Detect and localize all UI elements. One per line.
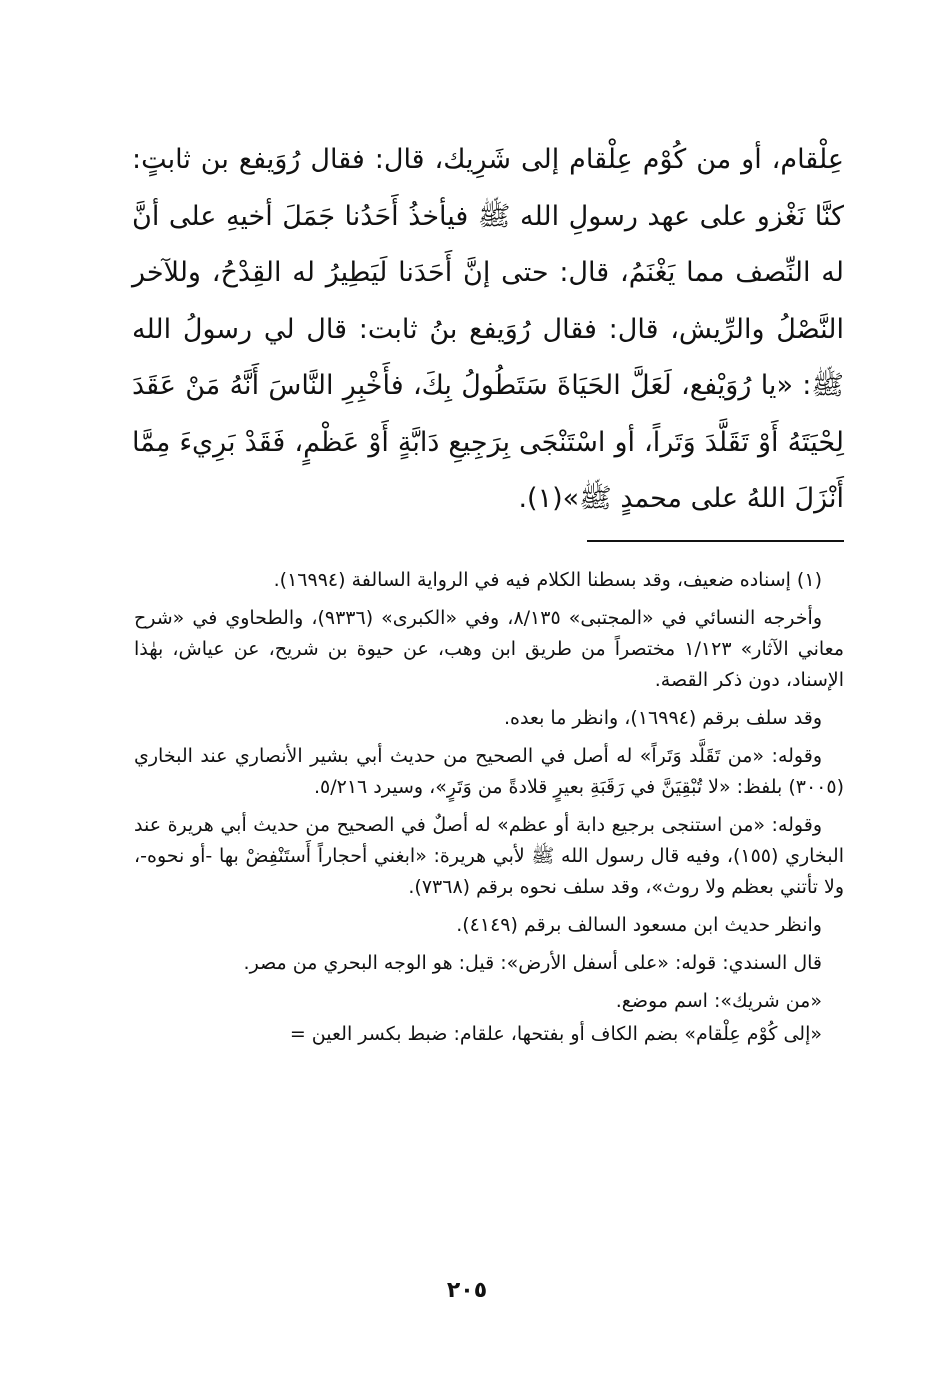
footnotes-block bbox=[134, 565, 844, 1057]
main-text-block bbox=[132, 132, 844, 528]
main-text-paragraph: عِلْقام، أو من كُوْم عِلْقام إلى شَرِيك، قال: فقال رُوَيفع بن ثابتٍ: كنَّا نَغْزو على عهد رسولِ الله ﷺ فيأخذُ أَحَدُنا جَمَلَ أخيهِ على أنَّ له النِّصف مما يَغْنَمُ، قال: حتى إنَّ أَحَدَنا لَيَطِيرُ له القِدْحُ، وللآخر النَّصْلُ والرِّيش، قال: فقال رُوَيفع بنُ ثابت: قال لي رسولُ الله ﷺ: «يا رُوَيْفع، لَعَلَّ الحَيَاةَ سَتَطُولُ بِكَ، فأَخْبِرِ النَّاسَ أَنَّهُ مَنْ عَقَدَ لِحْيَتَهُ أَوْ تَقَلَّدَ وَتَراً، أو اسْتَنْجَى بِرَجِيعِ دَابَّةٍ أَوْ عَظْمٍ، فَقَدْ بَرِيءَ مِمَّا أَنْزَلَ اللهُ على محمدٍ ﷺ»(١). bbox=[132, 144, 844, 514]
footnote-paragraph: وقوله: «من استنجى برجيع دابة أو عظم» له أصلٌ في الصحيح من حديث أبي هريرة عند البخاري (١٥٥)، وفيه قال رسول الله ﷺ لأبي هريرة: «ابغني أحجاراً أَستَنْفِضْ بها -أو نحوه-، ولا تأتني بعظم ولا روث»، وقد سلف نحوه برقم (٧٣٦٨). bbox=[134, 814, 845, 898]
page-number: ٢٠٥ bbox=[446, 1278, 488, 1303]
footnote-paragraph: «إلى كُوْم عِلْقام» بضم الكاف أو بفتحها، علقام: ضبط بكسر العين = bbox=[289, 1023, 822, 1045]
footnote-paragraph: قال السندي: قوله: «على أسفل الأرض»: قيل: هو الوجه البحري من مصر. bbox=[243, 952, 822, 974]
footnote-paragraph: وقد سلف برقم (١٦٩٩٤)، وانظر ما بعده. bbox=[503, 707, 822, 729]
footnote-paragraph: «من شريك»: اسم موضع. bbox=[615, 990, 822, 1012]
footnote-1: (١) إسناده ضعيف، وقد بسطنا الكلام فيه في الرواية السالفة (١٦٩٩٤). bbox=[273, 569, 822, 591]
footnote-paragraph: وقوله: «من تَقَلَّد وَتَراً» له أصل في الصحيح من حديث أبي بشير الأنصاري عند البخاري (٣٠٠٥) بلفظ: «لا تُبْقِيَنَّ في رَقَبَةِ بعيرٍ قلادةً من وَتَرٍ»، وسيرد ٥/٢١٦. bbox=[134, 745, 844, 798]
footnote-paragraph: وانظر حديث ابن مسعود السالف برقم (٤١٤٩). bbox=[456, 914, 822, 936]
footnote-paragraph: وأخرجه النسائي في «المجتبى» ٨/١٣٥، وفي «الكبرى» (٩٣٣٦)، والطحاوي في «شرح معاني الآثار» ١/١٢٣ مختصراً من طريق ابن وهب، عن حيوة بن شريح، عن عياش، بهٰذا الإسناد، دون ذكر القصة. bbox=[134, 607, 844, 691]
footnote-separator-line bbox=[587, 540, 844, 542]
